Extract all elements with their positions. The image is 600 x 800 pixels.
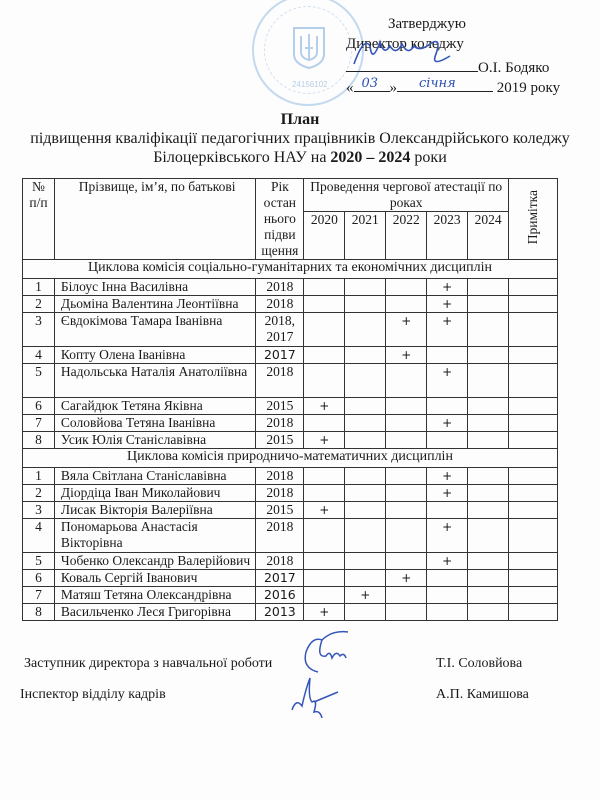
- attestation-mark-2021: [345, 519, 386, 553]
- note-cell: [509, 570, 558, 587]
- plan-years: 2020 – 2024: [330, 149, 411, 166]
- attestation-mark-2020: [304, 296, 345, 313]
- attestation-mark-2022: [386, 502, 427, 519]
- attestation-mark-2021: [345, 398, 386, 415]
- attestation-mark-2024: [468, 398, 509, 415]
- attestation-mark-2023: [427, 398, 468, 415]
- header-name: Прізвище, ім’я, по батькові: [54, 179, 255, 260]
- document-subtitle-line1: підвищення кваліфікації педагогічних працівників Олександрійського коледжу: [30, 130, 570, 147]
- attestation-mark-2024: [468, 415, 509, 432]
- row-number: 2: [23, 485, 55, 502]
- approver-name: О.І. Бодяко: [478, 60, 550, 76]
- attestation-mark-2023: +: [427, 468, 468, 485]
- attestation-mark-2022: [386, 485, 427, 502]
- attestation-mark-2020: +: [304, 502, 345, 519]
- attestation-mark-2022: +: [386, 313, 427, 347]
- table-row: [23, 279, 558, 296]
- attestation-mark-2023: +: [427, 313, 468, 347]
- attestation-mark-2021: [345, 313, 386, 347]
- note-cell: [509, 468, 558, 485]
- last-training-year: 2015: [256, 432, 304, 449]
- row-number: 4: [23, 519, 55, 553]
- attestation-mark-2022: [386, 553, 427, 570]
- trident-coat-of-arms-icon: [292, 26, 326, 70]
- attestation-mark-2023: [427, 502, 468, 519]
- last-training-year: 2013: [256, 604, 304, 621]
- attestation-mark-2022: [386, 604, 427, 621]
- row-number: 3: [23, 502, 55, 519]
- row-number: 2: [23, 296, 55, 313]
- attestation-mark-2021: [345, 502, 386, 519]
- attestation-mark-2020: [304, 364, 345, 398]
- employee-name: Соловйова Тетяна Іванівна: [54, 415, 255, 432]
- attestation-mark-2020: [304, 485, 345, 502]
- stamp-number: 24156102: [292, 80, 328, 89]
- header-year-2021: 2021: [345, 212, 386, 260]
- last-training-year: 2018: [256, 485, 304, 502]
- header-attestation: Проведення чергової атестації по роках: [304, 179, 509, 212]
- attestation-mark-2021: [345, 570, 386, 587]
- table-body: [23, 260, 558, 621]
- employee-name: Білоус Інна Василівна: [54, 279, 255, 296]
- document-title: План: [280, 111, 320, 128]
- employee-name: Матяш Тетяна Олександрівна: [54, 587, 255, 604]
- last-training-year: 2018, 2017: [256, 313, 304, 347]
- row-number: 8: [23, 432, 55, 449]
- attestation-mark-2022: +: [386, 570, 427, 587]
- employee-name: Коваль Сергій Іванович: [54, 570, 255, 587]
- attestation-mark-2021: [345, 364, 386, 398]
- approval-date: « 03 » січня 2019 року: [346, 76, 561, 96]
- table-row: [23, 587, 558, 604]
- deputy-position: Заступник директора з навчальної роботи: [24, 656, 273, 671]
- attestation-mark-2023: [427, 604, 468, 621]
- employee-name: Копту Олена Іванівна: [54, 347, 255, 364]
- attestation-mark-2024: [468, 364, 509, 398]
- table-header-row: [23, 179, 558, 212]
- attestation-mark-2024: [468, 570, 509, 587]
- attestation-mark-2024: [468, 502, 509, 519]
- attestation-mark-2023: +: [427, 485, 468, 502]
- attestation-mark-2021: [345, 279, 386, 296]
- attestation-mark-2020: [304, 279, 345, 296]
- attestation-mark-2023: [427, 347, 468, 364]
- last-training-year: 2015: [256, 398, 304, 415]
- group-header-row: [23, 449, 558, 468]
- table-row: [23, 485, 558, 502]
- employee-name: Вяла Світлана Станіславівна: [54, 468, 255, 485]
- table-row: [23, 570, 558, 587]
- group-header-row: [23, 260, 558, 279]
- note-cell: [509, 415, 558, 432]
- commission-title: Циклова комісія соціально-гуманітарних та економічних дисциплін: [23, 260, 558, 279]
- row-number: 1: [23, 468, 55, 485]
- last-training-year: 2015: [256, 502, 304, 519]
- approve-word: Затверджую: [388, 16, 466, 32]
- attestation-mark-2021: [345, 415, 386, 432]
- attestation-mark-2021: [345, 468, 386, 485]
- attestation-mark-2023: [427, 587, 468, 604]
- table-row: [23, 347, 558, 364]
- attestation-mark-2020: +: [304, 604, 345, 621]
- attestation-mark-2020: [304, 570, 345, 587]
- attestation-mark-2020: [304, 347, 345, 364]
- header-year-2020: 2020: [304, 212, 345, 260]
- table-row: [23, 432, 558, 449]
- note-cell: [509, 502, 558, 519]
- attestation-mark-2024: [468, 432, 509, 449]
- attestation-mark-2021: [345, 485, 386, 502]
- note-cell: [509, 296, 558, 313]
- row-number: 3: [23, 313, 55, 347]
- header-num: № п/п: [23, 179, 55, 260]
- row-number: 6: [23, 570, 55, 587]
- note-cell: [509, 279, 558, 296]
- attestation-mark-2022: [386, 432, 427, 449]
- deputy-name: Т.І. Соловйова: [436, 656, 523, 671]
- attestation-mark-2023: [427, 432, 468, 449]
- attestation-mark-2023: +: [427, 415, 468, 432]
- table-row: [23, 604, 558, 621]
- last-training-year: 2018: [256, 468, 304, 485]
- approver-position: Директор коледжу: [346, 36, 464, 52]
- attestation-mark-2020: [304, 313, 345, 347]
- table-row: [23, 519, 558, 553]
- note-cell: [509, 364, 558, 398]
- attestation-mark-2021: [345, 432, 386, 449]
- table-row: [23, 398, 558, 415]
- header-year-2022: 2022: [386, 212, 427, 260]
- attestation-mark-2023: +: [427, 364, 468, 398]
- row-number: 8: [23, 604, 55, 621]
- attestation-mark-2024: [468, 485, 509, 502]
- last-training-year: 2017: [256, 347, 304, 364]
- table-row: [23, 502, 558, 519]
- attestation-mark-2021: [345, 296, 386, 313]
- qualification-plan-table: [22, 178, 558, 621]
- table-row: [23, 468, 558, 485]
- employee-name: Сагайдюк Тетяна Яківна: [54, 398, 255, 415]
- attestation-mark-2022: [386, 587, 427, 604]
- table-row: [23, 364, 558, 398]
- attestation-mark-2022: [386, 398, 427, 415]
- attestation-mark-2022: [386, 279, 427, 296]
- note-cell: [509, 313, 558, 347]
- header-last-year: Рік остан нього підви щення: [256, 179, 304, 260]
- attestation-mark-2020: [304, 468, 345, 485]
- row-number: 5: [23, 364, 55, 398]
- attestation-mark-2023: +: [427, 296, 468, 313]
- attestation-mark-2020: +: [304, 398, 345, 415]
- attestation-mark-2024: [468, 313, 509, 347]
- attestation-mark-2021: [345, 604, 386, 621]
- table-row: [23, 553, 558, 570]
- attestation-mark-2022: [386, 296, 427, 313]
- signature-blank: [346, 56, 478, 72]
- attestation-mark-2022: [386, 364, 427, 398]
- row-number: 5: [23, 553, 55, 570]
- hr-position: Інспектор відділу кадрів: [20, 687, 166, 702]
- note-cell: [509, 347, 558, 364]
- attestation-mark-2024: [468, 519, 509, 553]
- attestation-mark-2021: [345, 553, 386, 570]
- commission-title: Циклова комісія природничо-математичних дисциплін: [23, 449, 558, 468]
- table-row: [23, 415, 558, 432]
- employee-name: Лисак Вікторія Валеріївна: [54, 502, 255, 519]
- employee-name: Надольська Наталія Анатоліївна: [54, 364, 255, 398]
- attestation-mark-2020: [304, 553, 345, 570]
- employee-name: Васильченко Леся Григорівна: [54, 604, 255, 621]
- row-number: 6: [23, 398, 55, 415]
- attestation-mark-2021: +: [345, 587, 386, 604]
- attestation-mark-2022: [386, 415, 427, 432]
- attestation-mark-2023: +: [427, 553, 468, 570]
- date-year: 2019 року: [496, 80, 561, 96]
- hr-name: А.П. Камишова: [436, 687, 529, 702]
- employee-name: Дьоміна Валентина Леонтіївна: [54, 296, 255, 313]
- attestation-mark-2024: [468, 553, 509, 570]
- attestation-mark-2020: +: [304, 432, 345, 449]
- attestation-mark-2022: +: [386, 347, 427, 364]
- attestation-mark-2020: [304, 587, 345, 604]
- row-number: 7: [23, 587, 55, 604]
- attestation-mark-2024: [468, 587, 509, 604]
- employee-name: Чобенко Олександр Валерійович: [54, 553, 255, 570]
- row-number: 4: [23, 347, 55, 364]
- row-number: 7: [23, 415, 55, 432]
- note-cell: [509, 604, 558, 621]
- date-month: січня: [419, 76, 456, 91]
- note-cell: [509, 485, 558, 502]
- attestation-mark-2024: [468, 604, 509, 621]
- note-cell: [509, 553, 558, 570]
- attestation-mark-2022: [386, 519, 427, 553]
- attestation-mark-2024: [468, 347, 509, 364]
- last-training-year: 2018: [256, 296, 304, 313]
- note-cell: [509, 587, 558, 604]
- note-cell: [509, 432, 558, 449]
- hr-signature-icon: [284, 668, 344, 724]
- header-year-2024: 2024: [468, 212, 509, 260]
- employee-name: Євдокімова Тамара Іванівна: [54, 313, 255, 347]
- last-training-year: 2018: [256, 364, 304, 398]
- attestation-mark-2020: [304, 519, 345, 553]
- employee-name: Усик Юлія Станіславівна: [54, 432, 255, 449]
- note-cell: [509, 519, 558, 553]
- header-note: Примітка: [509, 179, 558, 260]
- last-training-year: 2016: [256, 587, 304, 604]
- attestation-mark-2021: [345, 347, 386, 364]
- header-year-2023: 2023: [427, 212, 468, 260]
- employee-name: Пономарьова Анастасія Вікторівна: [54, 519, 255, 553]
- last-training-year: 2018: [256, 553, 304, 570]
- attestation-mark-2023: +: [427, 519, 468, 553]
- last-training-year: 2018: [256, 415, 304, 432]
- row-number: 1: [23, 279, 55, 296]
- attestation-mark-2024: [468, 296, 509, 313]
- table-row: [23, 296, 558, 313]
- attestation-mark-2023: +: [427, 279, 468, 296]
- last-training-year: 2018: [256, 279, 304, 296]
- note-cell: [509, 398, 558, 415]
- attestation-mark-2024: [468, 468, 509, 485]
- last-training-year: 2018: [256, 519, 304, 553]
- attestation-mark-2022: [386, 468, 427, 485]
- last-training-year: 2017: [256, 570, 304, 587]
- employee-name: Діордіца Іван Миколайович: [54, 485, 255, 502]
- attestation-mark-2024: [468, 279, 509, 296]
- date-day: 03: [361, 76, 379, 91]
- attestation-mark-2020: [304, 415, 345, 432]
- director-signature-icon: [350, 34, 460, 70]
- attestation-mark-2023: [427, 570, 468, 587]
- table-row: [23, 313, 558, 347]
- document-subtitle-line2: Білоцерківського НАУ на 2020 – 2024 роки: [153, 149, 447, 166]
